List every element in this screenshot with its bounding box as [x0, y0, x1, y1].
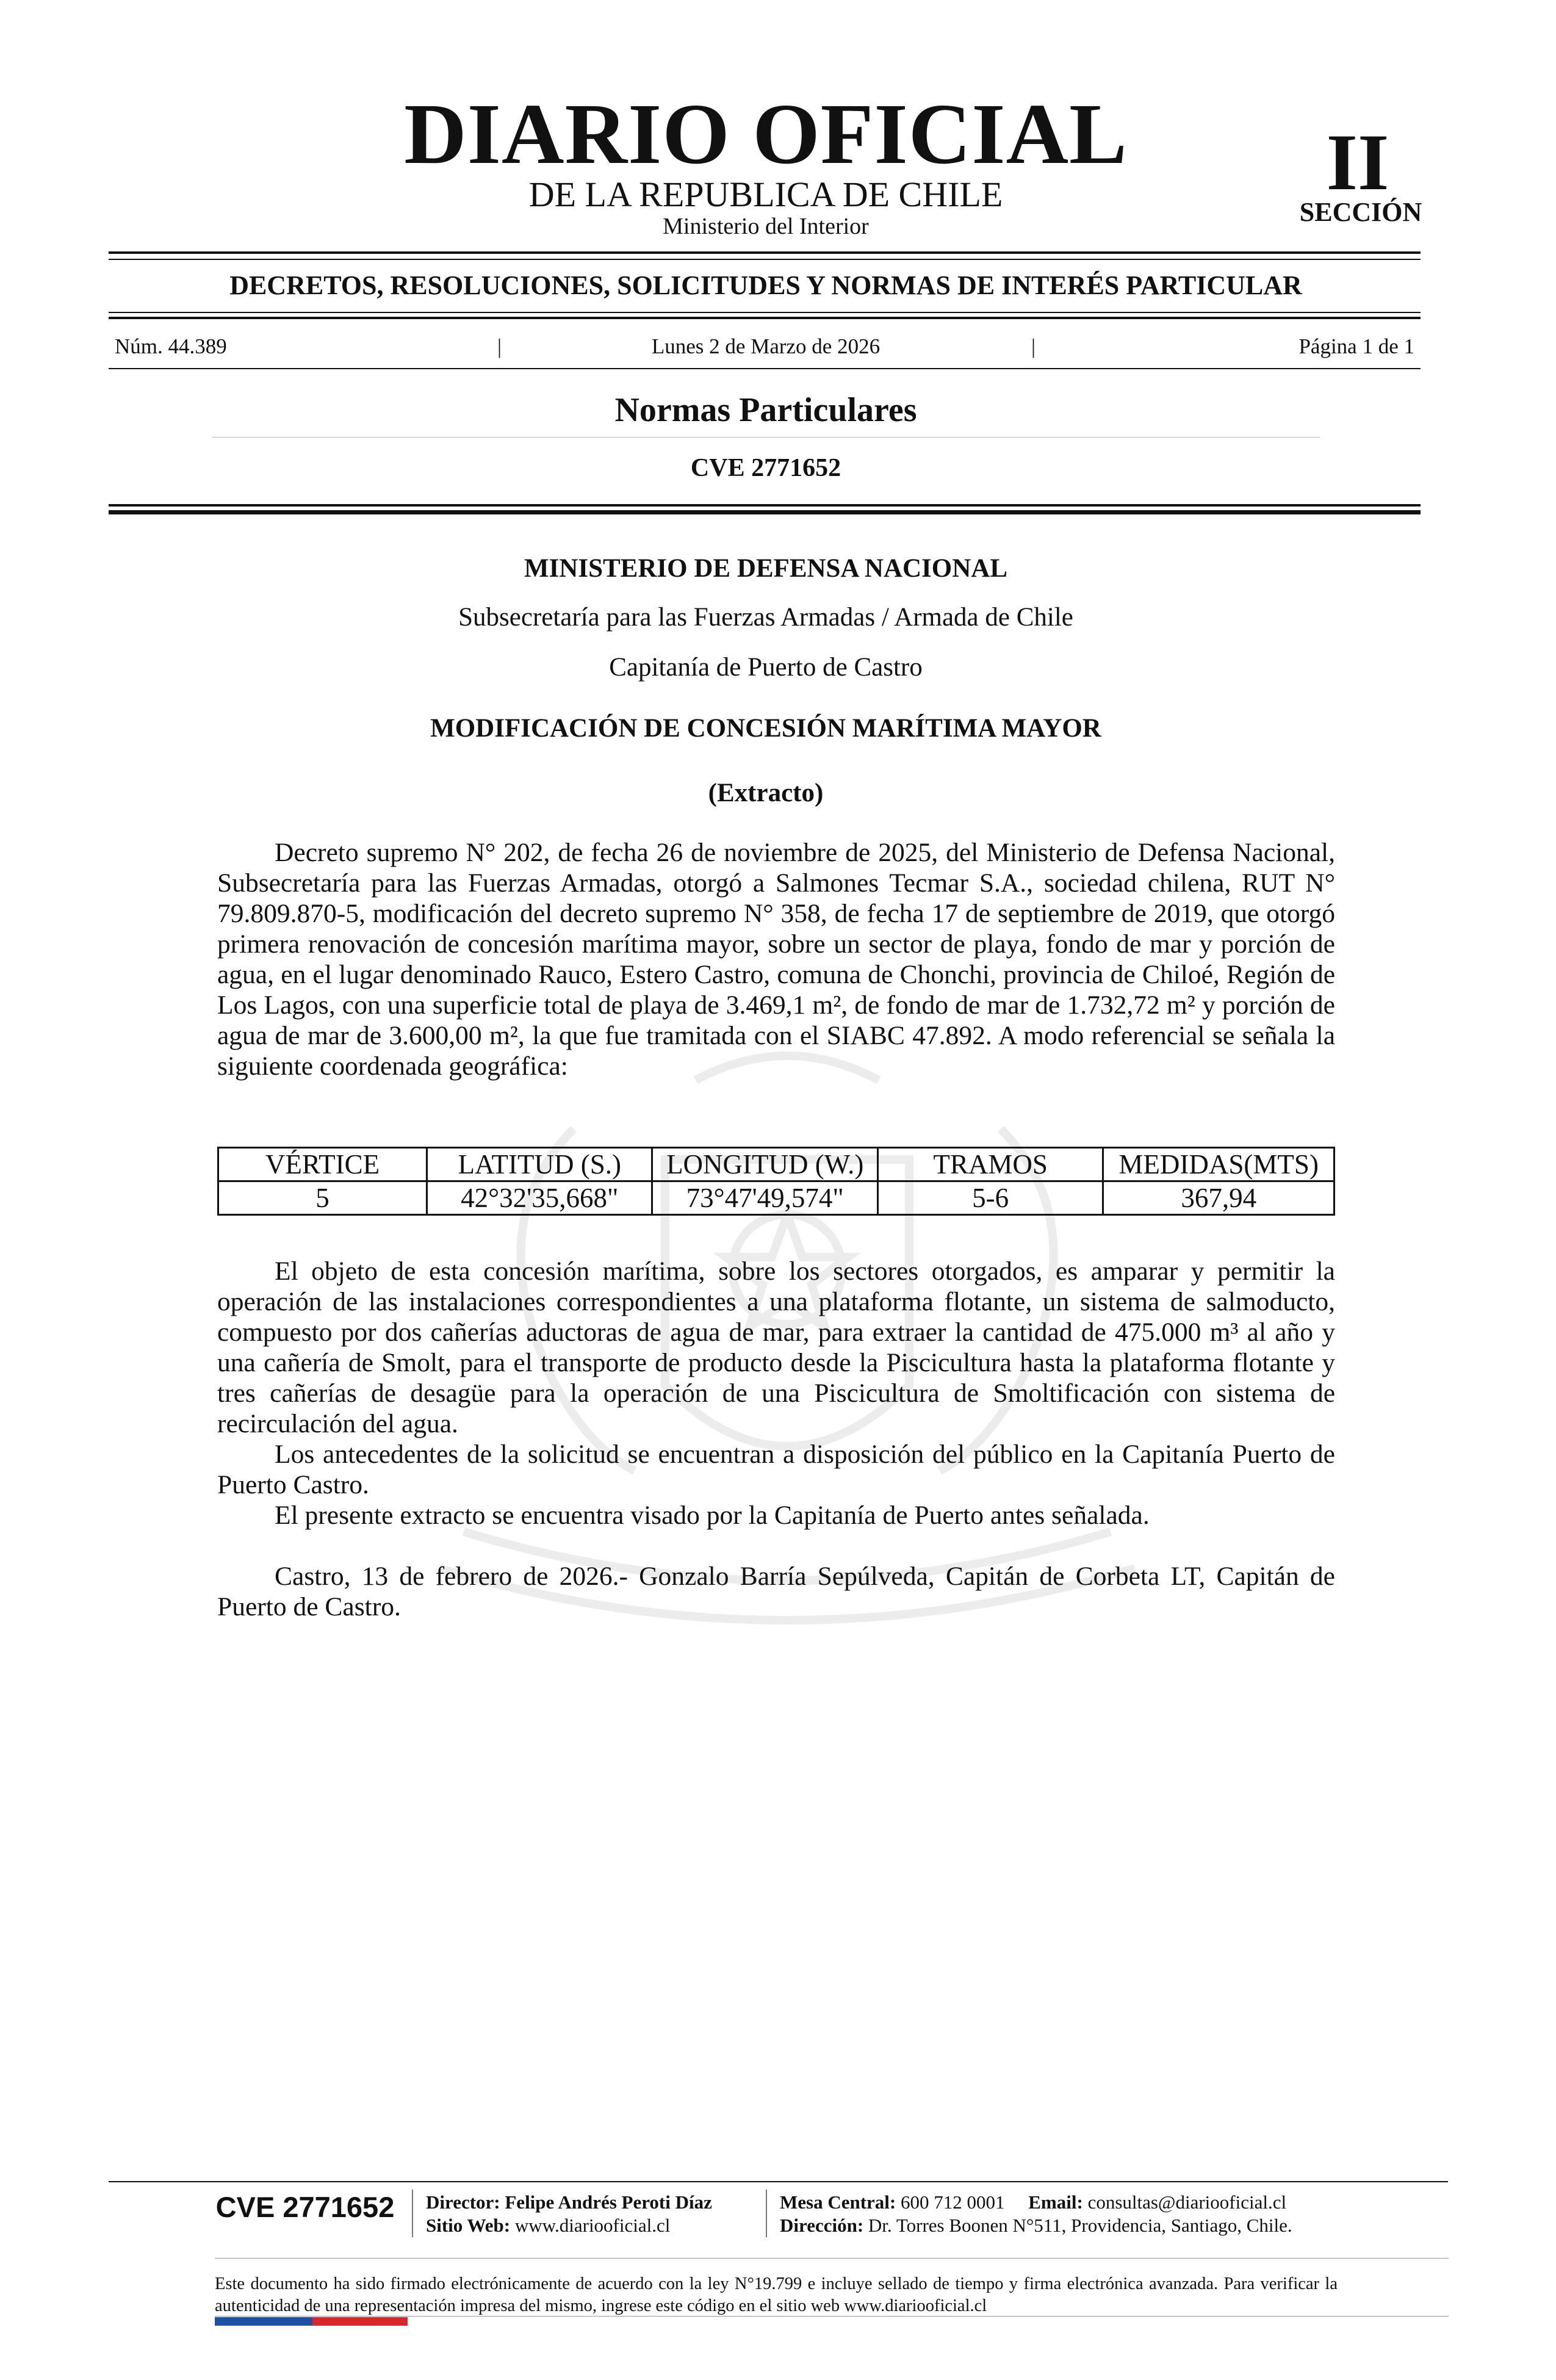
heading-rule-2: [109, 317, 1421, 319]
footer-cve: CVE 2771652: [215, 2191, 395, 2223]
web-link[interactable]: www.diariooficial.cl: [514, 2215, 671, 2236]
cve-rule-2: [109, 510, 1421, 514]
cell-latitud: 42°32'35,668": [427, 1181, 652, 1215]
info-separator-right: |: [1031, 334, 1036, 358]
cve-code: CVE 2771652: [690, 454, 841, 482]
section-label: SECCIÓN: [1299, 197, 1422, 227]
header-longitud: LONGITUD (W.): [652, 1148, 877, 1181]
direccion-value: Dr. Torres Boonen N°511, Providencia, Santiago, Chile.: [868, 2215, 1292, 2236]
paragraph-5: [217, 1561, 1335, 1622]
page-number: Página 1 de 1: [1298, 334, 1414, 358]
table-header-row: [218, 1148, 1334, 1181]
subsecretaria: Subsecretaría para las Fuerzas Armadas / Armada de Chile: [458, 603, 1073, 632]
top-rule-1: [109, 251, 1421, 254]
top-rule-2: [109, 259, 1421, 260]
mesa-phone: 600 712 0001: [901, 2191, 1005, 2213]
info-rule: [109, 368, 1421, 369]
paragraph-1-text: Decreto supremo N° 202, de fecha 26 de noviembre de 2025, del Ministerio de Defensa Nacional, Subsecretaría para las Fuerzas Armadas, otorgó a Salmones Tecmar S.A., sociedad chilena, RUT N° 79.809.870-5, modificación del decreto supremo N° 358, de fecha 17 de septiembre de 2019, que otorgó primera renovación de concesión marítima mayor, sobre un sector de playa, fondo de mar y porción de agua, en el lugar denominado Rauco, Estero Castro, comuna de Chonchi, provincia de Chiloé, Región de Los Lagos, con una superficie total de playa de 3.469,1 m², de fondo de mar de 1.732,72 m² y porción de agua de mar de 3.600,00 m², la que fue tramitada con el SIABC 47.892. A modo referencial se señala la siguiente coordenada geográfica:: [217, 838, 1335, 1081]
email-label: Email:: [1028, 2191, 1083, 2213]
paragraph-2-text: El objeto de esta concesión marítima, sobre los sectores otorgados, es amparar y permitir la operación de las instalaciones correspondientes a una plataforma flotante, un sistema de salmoducto, compuesto por dos cañerías aductoras de agua de mar, para extraer la cantidad de 475.000 m³ al año y una cañería de Smolt, para el transporte de producto desde la Piscicultura hasta la plataforma flotante y tres cañerías de desagüe para la operación de una Piscicultura de Smoltificación con sistema de recirculación del agua.: [217, 1257, 1335, 1438]
footer-rule-bottom: [215, 2316, 1449, 2317]
cell-vertice: 5: [218, 1181, 427, 1215]
email-link[interactable]: consultas@diariooficial.cl: [1087, 2191, 1287, 2213]
info-separator-left: |: [497, 334, 502, 358]
cell-medidas: 367,94: [1103, 1181, 1334, 1215]
paragraph-3-text: Los antecedentes de la solicitud se encuentran a disposición del público en la Capitanía Puerto de Puerto Castro.: [217, 1440, 1335, 1499]
flag-stripe-blue: [215, 2317, 312, 2326]
section-title: Normas Particulares: [614, 391, 917, 429]
masthead-subtitle: DE LA REPUBLICA DE CHILE: [528, 175, 1003, 214]
ministry-name: MINISTERIO DE DEFENSA NACIONAL: [524, 554, 1008, 583]
paragraph-4: [217, 1500, 1335, 1531]
mesa-label: Mesa Central:: [780, 2191, 896, 2213]
footer-director: [426, 2191, 712, 2237]
issue-date: Lunes 2 de Marzo de 2026: [651, 334, 881, 358]
footer-divider-1: [412, 2190, 413, 2237]
header-vertice: VÉRTICE: [218, 1148, 427, 1181]
masthead-ministry: Ministerio del Interior: [663, 214, 869, 239]
section-title-rule: [212, 437, 1320, 438]
director-label: Director:: [426, 2191, 500, 2213]
paragraph-1: [217, 837, 1335, 1081]
heading-rule-1: [109, 312, 1421, 313]
flag-stripe-red: [312, 2317, 408, 2326]
cell-longitud: 73°47'49,574": [652, 1181, 877, 1215]
paragraph-3: [217, 1439, 1335, 1500]
header-medidas: MEDIDAS(MTS): [1103, 1148, 1334, 1181]
cve-rule-1: [109, 504, 1421, 507]
section-number: II: [1326, 117, 1389, 207]
coordinates-table: [217, 1147, 1335, 1216]
paragraph-2: [217, 1256, 1335, 1439]
footer-rule-mid: [215, 2258, 1449, 2259]
footer-legal-note: Este documento ha sido firmado electrónicamente de acuerdo con la ley N°19.799 e incluye sellado de tiempo y firma electrónica avanzada. Para verificar la autenticidad de una representación impresa del mismo, ingrese este código en el sitio web www.diariooficial.cl: [215, 2274, 1338, 2315]
section-heading: DECRETOS, RESOLUCIONES, SOLICITUDES Y NORMAS DE INTERÉS PARTICULAR: [229, 270, 1302, 300]
document-title: MODIFICACIÓN DE CONCESIÓN MARÍTIMA MAYOR: [430, 714, 1101, 743]
direccion-label: Dirección:: [780, 2215, 864, 2236]
cell-tramos: 5-6: [877, 1181, 1103, 1215]
capitania: Capitanía de Puerto de Castro: [609, 653, 923, 682]
document-subtitle: (Extracto): [708, 779, 824, 807]
web-label: Sitio Web:: [426, 2215, 511, 2236]
table-row: [218, 1181, 1334, 1215]
footer-divider-2: [766, 2190, 767, 2237]
header-latitud: LATITUD (S.): [427, 1148, 652, 1181]
masthead-title: DIARIO OFICIAL: [404, 85, 1128, 182]
footer-contact: [780, 2191, 1292, 2237]
header-tramos: TRAMOS: [877, 1148, 1103, 1181]
director-name: Felipe Andrés Peroti Díaz: [505, 2191, 712, 2213]
paragraph-5-text: Castro, 13 de febrero de 2026.- Gonzalo Barría Sepúlveda, Capitán de Corbeta LT, Capitán de Puerto de Castro.: [217, 1562, 1335, 1621]
issue-number: Núm. 44.389: [115, 334, 227, 358]
footer-rule-top: [109, 2181, 1448, 2182]
paragraph-4-text: El presente extracto se encuentra visado por la Capitanía de Puerto antes señalada.: [275, 1501, 1150, 1530]
